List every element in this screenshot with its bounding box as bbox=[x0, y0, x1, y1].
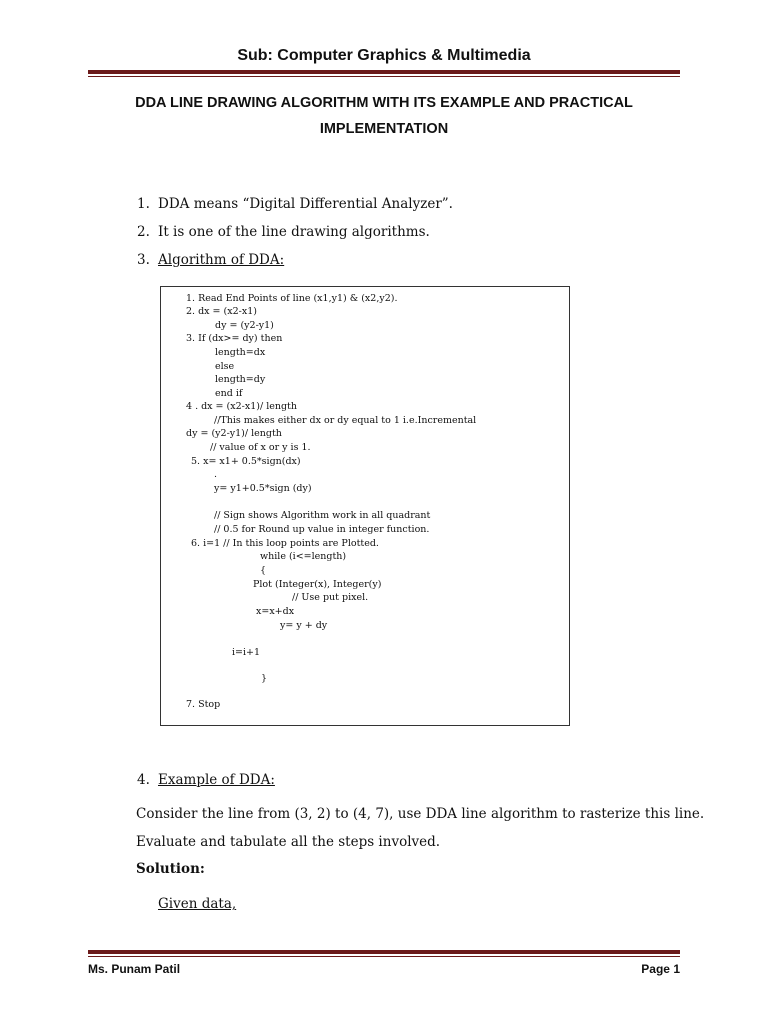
algo-line: end if bbox=[215, 388, 243, 399]
algo-line: // Use put pixel. bbox=[292, 592, 369, 603]
example-paragraph-2: Evaluate and tabulate all the steps involved. bbox=[136, 834, 441, 850]
algo-line: . bbox=[214, 469, 218, 480]
example-number: 4. bbox=[137, 772, 150, 788]
list-text: DDA means “Digital Differential Analyzer”. bbox=[158, 196, 453, 212]
footer-author: Ms. Punam Patil bbox=[88, 962, 181, 976]
given-data-label: Given data, bbox=[158, 896, 237, 912]
example-heading: Example of DDA: bbox=[158, 772, 275, 788]
algo-line: y= y + dy bbox=[280, 620, 328, 631]
document-title-line-1: DDA LINE DRAWING ALGORITHM WITH ITS EXAMPLE AND PRACTICAL bbox=[135, 95, 633, 111]
algo-line: 5. x= x1+ 0.5*sign(dx) bbox=[191, 456, 301, 467]
header-rule-thick bbox=[88, 70, 680, 74]
algo-line: while (i<=length) bbox=[260, 551, 347, 562]
solution-label: Solution: bbox=[136, 861, 205, 877]
example-paragraph-1: Consider the line from (3, 2) to (4, 7), use DDA line algorithm to rasterize this line. bbox=[136, 806, 705, 822]
algo-line: dy = (y2-y1) bbox=[215, 320, 274, 331]
algo-line: 7. Stop bbox=[186, 699, 221, 710]
list-number: 3. bbox=[137, 252, 150, 268]
algo-line: { bbox=[260, 565, 267, 576]
header-rule-thin bbox=[88, 76, 680, 77]
footer-page-number: Page 1 bbox=[641, 962, 680, 976]
algo-line: else bbox=[215, 361, 235, 372]
algo-line: // value of x or y is 1. bbox=[210, 442, 311, 453]
algo-line: // Sign shows Algorithm work in all quadrant bbox=[214, 510, 431, 521]
algorithm-heading: Algorithm of DDA: bbox=[158, 252, 285, 268]
list-number: 2. bbox=[137, 224, 150, 240]
algo-line: length=dy bbox=[215, 374, 266, 385]
algorithm-box bbox=[160, 286, 570, 726]
algo-line: x=x+dx bbox=[256, 606, 295, 617]
algo-line: //This makes either dx or dy equal to 1 i.e.Incremental bbox=[214, 415, 477, 426]
footer-rule-thick bbox=[88, 950, 680, 954]
algo-line: Plot (Integer(x), Integer(y) bbox=[253, 579, 382, 590]
algo-line: } bbox=[261, 673, 268, 684]
algo-line: 4 . dx = (x2-x1)/ length bbox=[186, 401, 297, 412]
algo-line: 1. Read End Points of line (x1,y1) & (x2,y2). bbox=[186, 293, 398, 304]
algo-line: length=dx bbox=[215, 347, 266, 358]
algo-line: i=i+1 bbox=[232, 647, 261, 658]
list-number: 1. bbox=[137, 196, 150, 212]
list-text: It is one of the line drawing algorithms. bbox=[158, 224, 430, 240]
header-subject: Sub: Computer Graphics & Multimedia bbox=[237, 47, 531, 64]
document-title-line-2: IMPLEMENTATION bbox=[319, 121, 449, 137]
algo-line: dy = (y2-y1)/ length bbox=[186, 428, 282, 439]
footer-rule-thin bbox=[88, 956, 680, 957]
algo-line: 3. If (dx>= dy) then bbox=[186, 333, 283, 344]
algo-line: // 0.5 for Round up value in integer function. bbox=[214, 524, 430, 535]
algo-line: y= y1+0.5*sign (dy) bbox=[214, 483, 312, 494]
algo-line: 6. i=1 // In this loop points are Plotted. bbox=[191, 538, 379, 549]
algo-line: 2. dx = (x2-x1) bbox=[186, 306, 257, 317]
